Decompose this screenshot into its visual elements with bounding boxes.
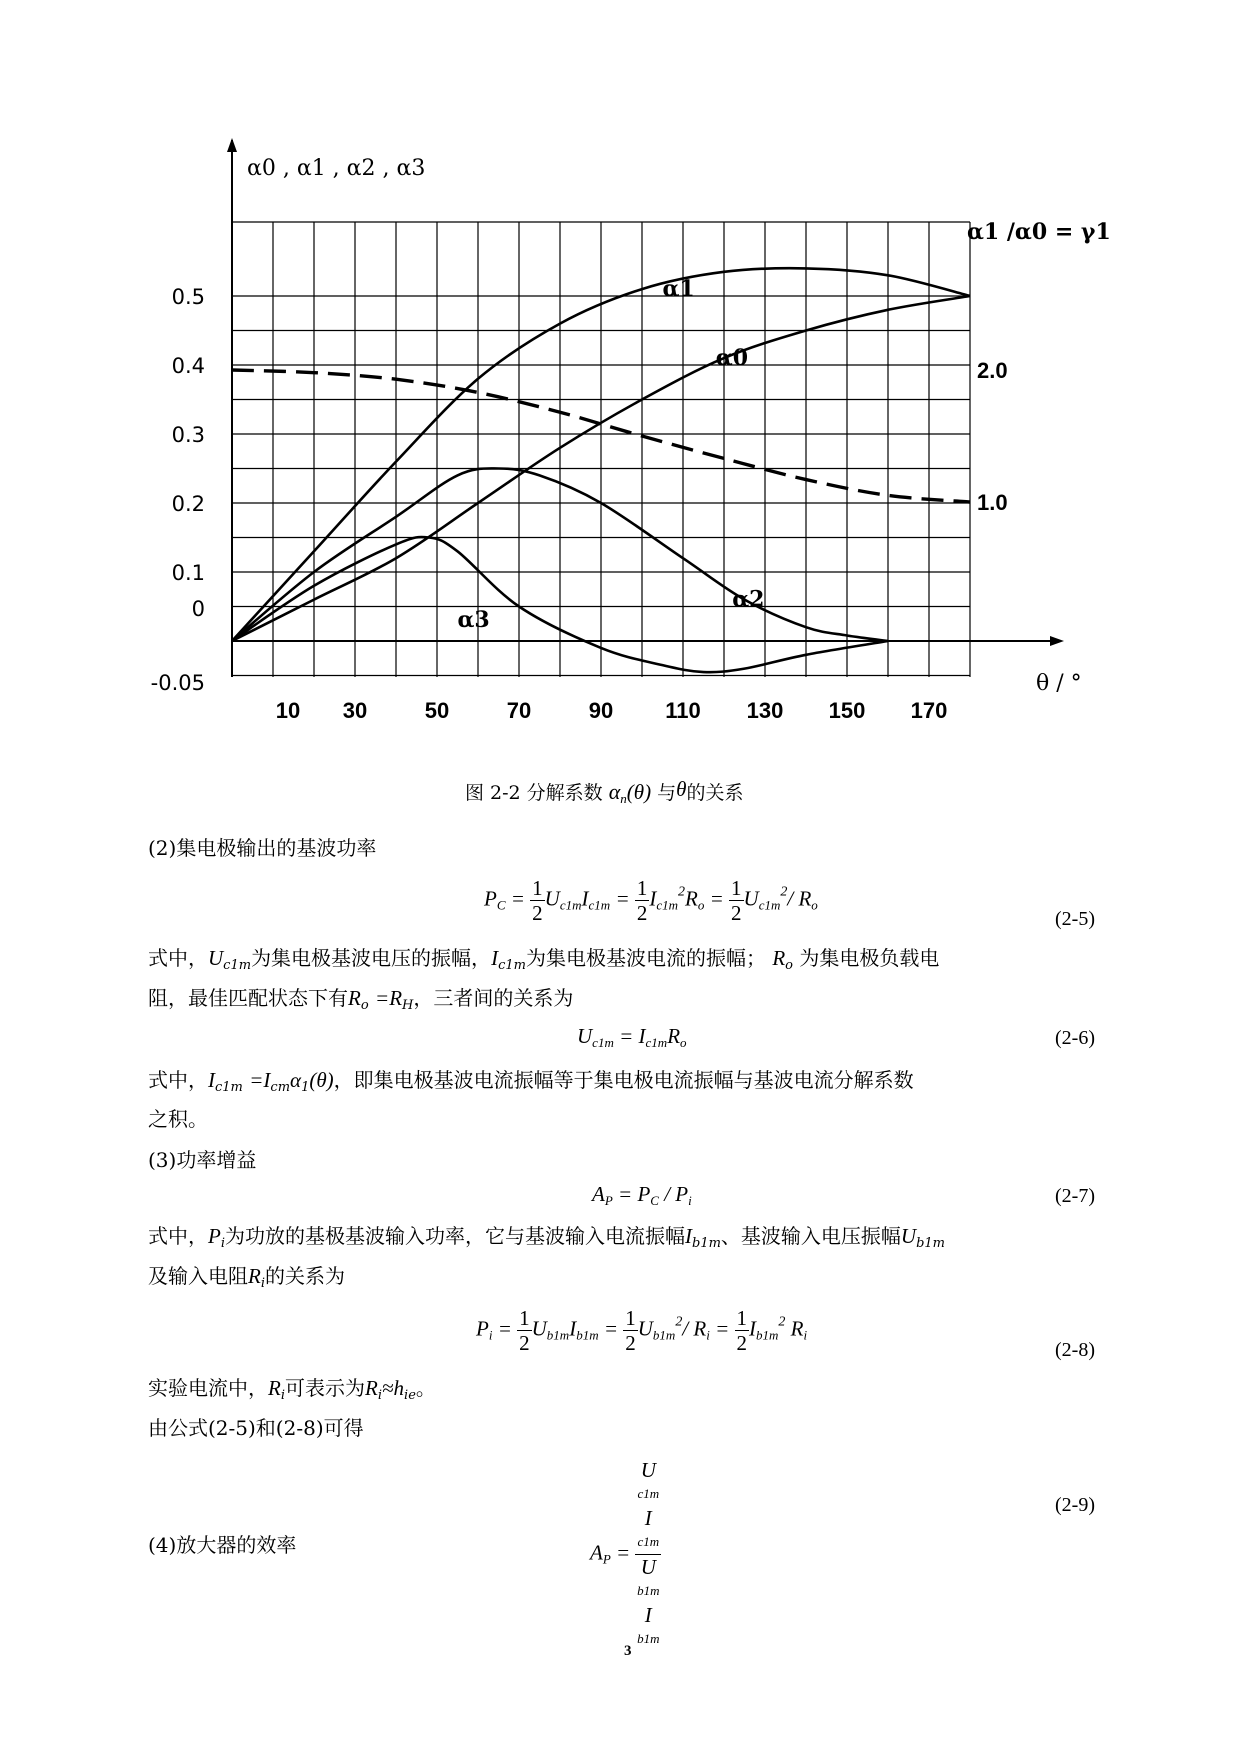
y2-tick-label: 2.0 [977, 358, 1008, 383]
equation-2-9: $A_P$ = U c1m I c1m U b1m I b1m [590, 1458, 661, 1651]
section-3-title: (3)功率增益 [148, 1148, 257, 1172]
eq28-frac-2: $\frac{1}{2}$ [625, 1306, 636, 1355]
x-axis-arrow [1050, 636, 1064, 646]
x-tick-label: 30 [342, 698, 368, 723]
eq25-frac-1: $\frac{1}{2}$ [532, 876, 543, 925]
paragraph-5: 由公式(2-5)和(2-8)可得 [148, 1416, 364, 1440]
page-number: 3 [624, 1643, 632, 1659]
y-tick-label: 0.1 [171, 561, 205, 585]
equation-2-6: $U_{c1m} = I_{c1m}R_o$ [577, 1024, 687, 1050]
caption-theta: θ [676, 777, 687, 801]
series-label-α1: α1 [662, 276, 695, 302]
section-2-title: (2)集电极输出的基波功率 [148, 836, 377, 860]
equation-2-5: $P_C$ = $\frac{1}{2}$ $U_{c1m}I_{c1m}$ = $\frac{1}{2}$ $I_{c1m}^2R_o$ = $\frac{1}{2}$ $U_{c1m}^2/$ $R_o$ [484, 876, 818, 925]
y-axis-arrow [227, 138, 237, 152]
paragraph-2-line-1: 式中，$I_{c1m} =I_{cm}\alpha_1(\theta)$，即集电极基波电流振幅等于集电极电流振幅与基波电流分解系数 [148, 1068, 914, 1095]
x-axis-title: θ / ° [1036, 671, 1082, 696]
eq28-frac-3: $\frac{1}{2}$ [736, 1306, 748, 1355]
caption-prefix: 图 2-2 分解系数 [465, 782, 603, 804]
eq29-fraction: U c1m I c1m U b1m I b1m [637, 1458, 660, 1646]
paragraph-3-line-2: 及输入电阻$R_i$的关系为 [148, 1264, 345, 1291]
paragraph-1-line-2: 阻，最佳匹配状态下有$R_o =R_H$，三者间的关系为 [148, 986, 574, 1013]
equation-2-7: $A_P = P_C / P_i$ [592, 1182, 692, 1208]
eq25-frac-2: $\frac{1}{2}$ [636, 876, 648, 925]
chart-labels [151, 156, 1111, 723]
x-tick-label: 110 [665, 698, 701, 723]
equation-number-2-6: (2-6) [1055, 1027, 1095, 1049]
section-4-title: (4)放大器的效率 [148, 1533, 297, 1557]
y2-tick-label: 1.0 [977, 490, 1008, 515]
equation-2-8: $P_i$ = $\frac{1}{2}$ $U_{b1m}I_{b1m}$ = $\frac{1}{2}$ $U_{b1m}^2/$ $R_i$ = $\frac{1}{2}$ $I_{b1m}^2$ $R_i$ [476, 1306, 808, 1355]
series-label-α0: α0 [715, 345, 749, 371]
equation-number-2-8: (2-8) [1055, 1339, 1095, 1361]
x-tick-label: 170 [910, 698, 948, 723]
chart-grid [232, 222, 970, 677]
eq28-frac-1: $\frac{1}{2}$ [519, 1306, 530, 1355]
eq25-equals-2: = [615, 886, 630, 911]
y-tick-label: 0.2 [171, 492, 205, 516]
paragraph-3-line-1: 式中，$P_i$为功放的基极基波输入功率，它与基波输入电流振幅$I_{b1m}$、基波输入电压振幅$U_{b1m}$ [148, 1224, 946, 1251]
caption-middle: 与 [657, 782, 677, 804]
figure-caption [465, 777, 744, 807]
caption-alpha: α [608, 779, 621, 804]
x-tick-label: 150 [828, 698, 866, 723]
series-label-α2: α2 [732, 586, 765, 613]
series-label-α3: α3 [457, 607, 490, 634]
y-tick-label: 0.3 [171, 423, 205, 447]
caption-suffix: 的关系 [686, 782, 744, 804]
x-tick-label: 130 [746, 698, 784, 723]
paragraph-4: 实验电流中，$R_i$可表示为$R_i\approx h_{ie}$。 [148, 1376, 436, 1403]
eq25-lhs-sub: C [496, 897, 506, 913]
eq25-lhs: P [484, 886, 497, 911]
y2-axis-title: α1 /α0 = γ1 [967, 219, 1111, 245]
x-tick-label: 90 [588, 698, 614, 723]
equation-number-2-5: (2-5) [1055, 908, 1095, 930]
equation-number-2-9: (2-9) [1055, 1494, 1095, 1516]
eq25-i: I [581, 886, 589, 911]
equation-number-2-7: (2-7) [1055, 1185, 1095, 1207]
caption-alpha-sub: n [620, 791, 627, 806]
y-tick-label: 0.4 [171, 354, 205, 378]
eq25-equals: = [510, 886, 525, 911]
fourier-coefficient-chart [0, 0, 1241, 760]
paragraph-1-line-1: 式中，$U_{c1m}$为集电极基波电压的振幅，$I_{c1m}$为集电极基波电流的振幅； $R_o$ 为集电极负载电 [148, 946, 940, 973]
y-tick-label: 0.5 [171, 285, 205, 309]
y-tick-label: 0 [191, 597, 205, 621]
caption-arg: (θ) [626, 780, 652, 804]
eq25-u: U [544, 886, 560, 911]
paragraph-2-line-2: 之积。 [148, 1107, 208, 1131]
y-tick-label: -0.05 [150, 671, 205, 695]
x-tick-label: 70 [506, 698, 532, 723]
chart-axes [227, 138, 1064, 677]
eq25-frac-3: $\frac{1}{2}$ [731, 876, 742, 925]
x-tick-label: 10 [275, 698, 301, 723]
eq25-equals-3: = [709, 886, 724, 911]
x-tick-label: 50 [424, 698, 450, 723]
y-axis-title: α0 , α1 , α2 , α3 [247, 156, 426, 181]
